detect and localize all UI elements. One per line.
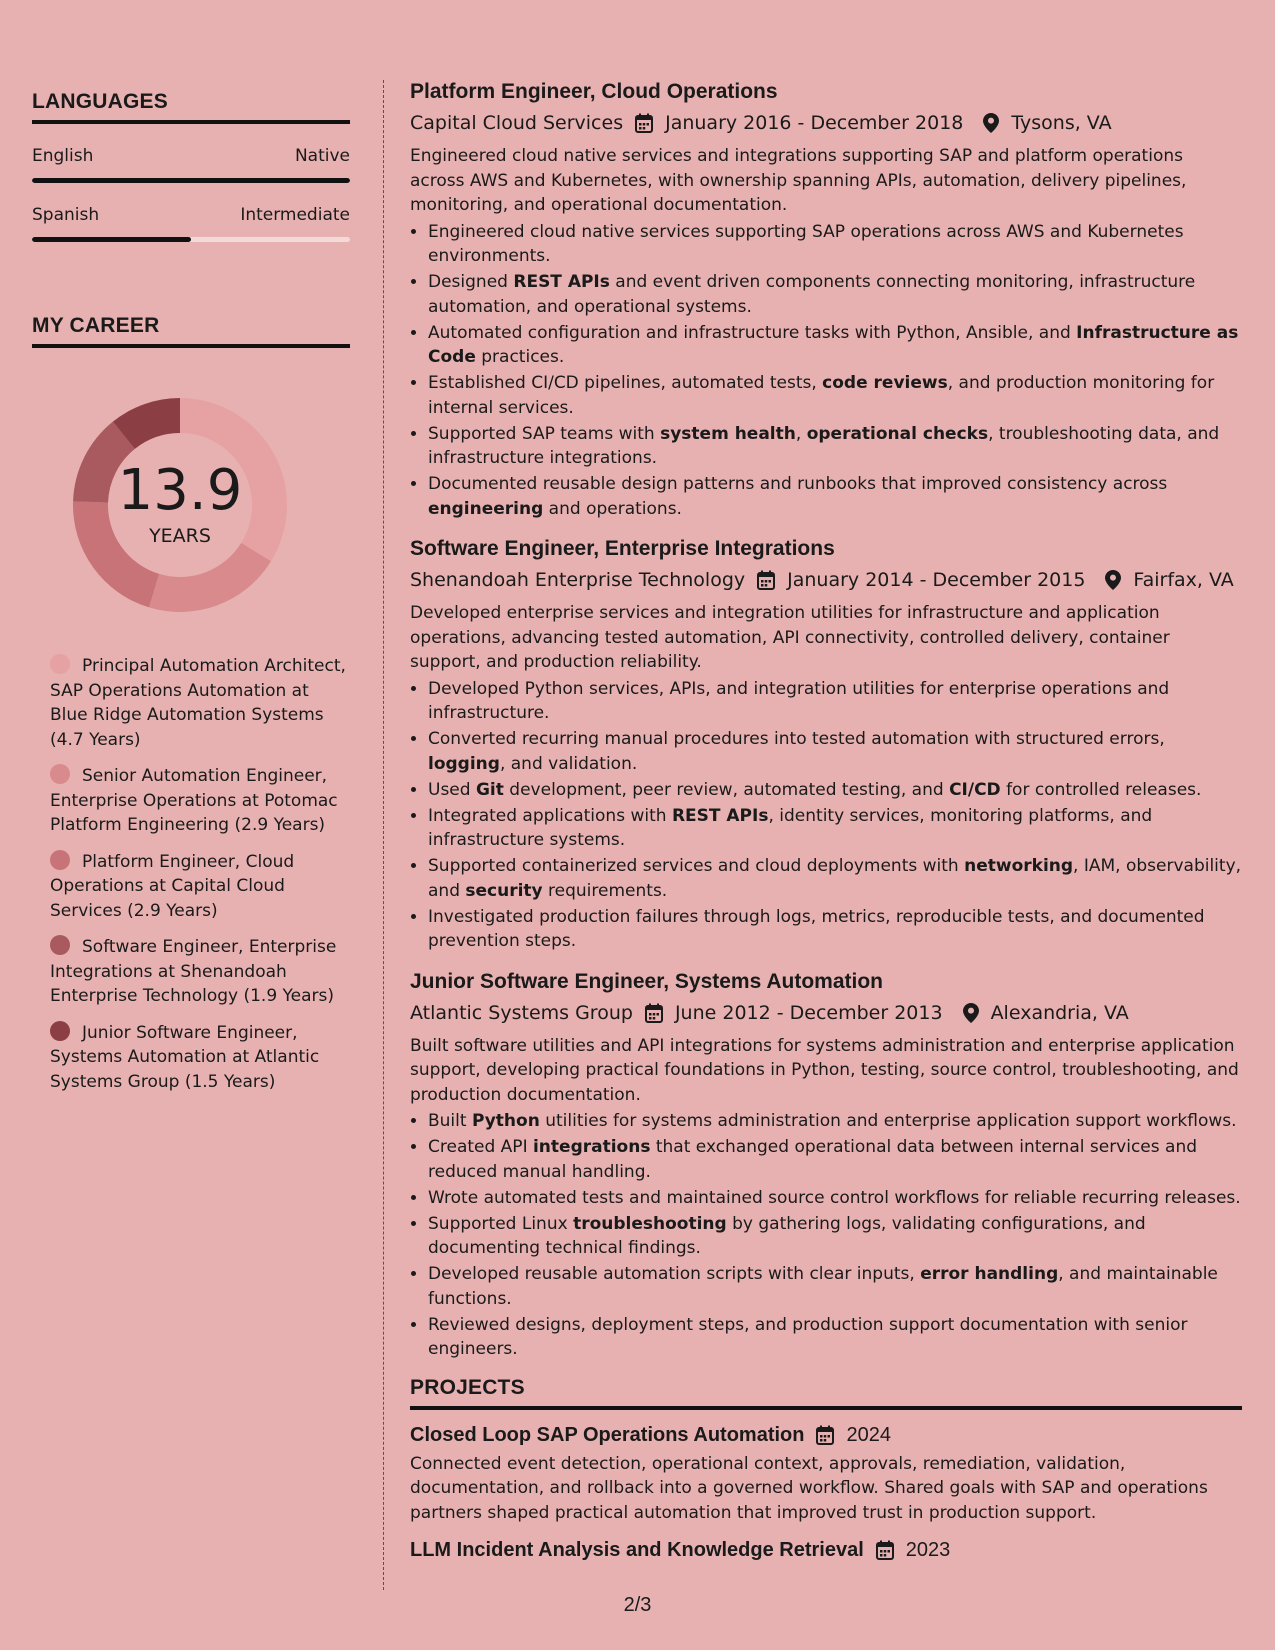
job-summary: Developed enterprise services and integration utilities for infrastructure and application operations, advancing tested automation, API connectivity, controlled delivery, container support, and production reliability.: [410, 603, 1170, 672]
job-entry: [410, 968, 1242, 1362]
job-meta: [410, 998, 1242, 1028]
bullet-keyword: operational checks: [806, 423, 989, 444]
bullet-keyword: networking: [964, 856, 1074, 876]
experience-list: [410, 78, 1242, 1362]
project-description: Connected event detection, operational context, approvals, remediation, validation, documentation, and rollback into a governed workflow. Shared goals with SAP and operations partners shaped practical automation that improved trust in production support.: [410, 1453, 1208, 1523]
job-bullets: [410, 220, 1242, 522]
job-entry: [410, 535, 1242, 954]
job-meta: [410, 565, 1242, 595]
job-location: Tysons, VA: [1011, 112, 1112, 134]
legend-item: [50, 764, 350, 838]
legend-dot-icon: [50, 850, 70, 870]
career-years-label: YEARS: [149, 525, 211, 547]
bullet-text: , identity services, monitoring platforms, and infrastructure systems.: [428, 805, 1153, 850]
job-company: Atlantic Systems Group: [410, 1001, 633, 1024]
project-year: 2023: [905, 1539, 951, 1561]
legend-label: Principal Automation Architect, SAP Operations Automation at Blue Ridge Automation Systems (4.7 Years): [50, 656, 346, 750]
bullet-keyword: REST APIs: [513, 272, 610, 292]
sidebar: [32, 90, 350, 1106]
bullet-text: Engineered cloud native services supporting SAP operations across AWS and Kubernetes environments.: [428, 221, 1184, 266]
job-dates: June 2012 - December 2013: [674, 1001, 943, 1024]
bullet-text: Designed: [428, 272, 514, 292]
bullet-text: , troubleshooting data, and infrastructure integrations.: [428, 423, 1220, 468]
language-proficiency-bar: [32, 178, 350, 183]
job-bullet: [428, 727, 1242, 776]
bullet-keyword: CI/CD: [949, 779, 1001, 800]
job-title: Software Engineer, Enterprise Integrations: [410, 537, 835, 560]
job-bullet: [428, 905, 1242, 954]
job-title: Junior Software Engineer, Systems Automation: [410, 969, 883, 993]
legend-label: Senior Automation Engineer, Enterprise Operations at Potomac Platform Engineering (2.9 Years): [50, 766, 338, 835]
map-pin-icon: [983, 113, 999, 133]
job-entry: [410, 78, 1242, 521]
language-item: [32, 205, 350, 242]
career-heading: MY CAREER: [32, 314, 350, 348]
career-total-years: 13.9: [117, 458, 243, 523]
job-bullet: [428, 1135, 1242, 1184]
bullet-keyword: integrations: [532, 1137, 651, 1157]
bullet-text: Supported containerized services and cloud deployments with: [428, 856, 965, 876]
calendar-icon: [757, 570, 775, 590]
projects-list: [410, 1420, 1242, 1566]
job-meta: [410, 108, 1242, 138]
bullet-text: by gathering logs, validating configurations, and documenting technical findings.: [428, 1213, 1146, 1258]
bullet-keyword: system health: [660, 423, 796, 444]
job-bullet: [428, 321, 1242, 370]
legend-dot-icon: [50, 654, 70, 674]
job-bullet: [428, 1313, 1242, 1362]
bullet-text: , IAM, observability, and: [428, 856, 1242, 901]
bullet-text: Converted recurring manual procedures into tested automation with structured errors,: [428, 729, 1165, 749]
bullet-text: and event driven components connecting monitoring, infrastructure automation, and operational systems.: [428, 272, 1196, 317]
bullet-keyword: REST APIs: [671, 805, 769, 826]
projects-heading: PROJECTS: [410, 1376, 1242, 1410]
bullet-keyword: Git: [475, 779, 504, 800]
bullet-text: Created API: [428, 1137, 533, 1157]
project-entry: [410, 1420, 1242, 1526]
job-dates: January 2016 - December 2018: [665, 112, 964, 134]
project-title: LLM Incident Analysis and Knowledge Retrieval: [410, 1539, 864, 1561]
job-summary: Built software utilities and API integrations for systems administration and enterprise application support, developing practical foundations in Python, testing, source control, troubleshooting, and production documentation.: [410, 1035, 1239, 1105]
bullet-keyword: Python: [471, 1111, 540, 1131]
job-bullet: [428, 1109, 1242, 1134]
bullet-text: that exchanged operational data between internal services and reduced manual handling.: [428, 1137, 1198, 1182]
calendar-icon: [635, 113, 653, 133]
legend-item: [50, 935, 350, 1009]
language-name: English: [32, 146, 94, 166]
legend-item: [50, 1021, 350, 1095]
bullet-text: Established CI/CD pipelines, automated tests,: [428, 373, 823, 393]
bullet-text: Built: [428, 1111, 472, 1131]
calendar-icon: [645, 1003, 663, 1023]
legend-label: Platform Engineer, Cloud Operations at Capital Cloud Services (2.9 Years): [50, 851, 295, 921]
career-donut-chart: [65, 390, 295, 620]
bullet-text: ,: [795, 423, 807, 444]
bullet-text: Investigated production failures through logs, metrics, reproducible tests, and documented prevention steps.: [428, 906, 1205, 951]
project-year: 2024: [846, 1423, 891, 1446]
job-summary: Engineered cloud native services and integrations supporting SAP and platform operations across AWS and Kubernetes, with ownership spanning APIs, automation, delivery pipelines, monitoring, and operational documentation.: [410, 146, 1187, 215]
map-pin-icon: [1105, 570, 1121, 590]
bullet-keyword: code reviews: [822, 373, 948, 393]
job-bullet: [428, 220, 1242, 269]
job-bullet: [428, 804, 1242, 853]
bullet-text: Supported Linux: [428, 1213, 574, 1234]
bullet-text: , and maintainable functions.: [428, 1264, 1218, 1309]
map-pin-icon: [963, 1003, 979, 1023]
bullet-keyword: error handling: [920, 1264, 1059, 1284]
bullet-text: Automated configuration and infrastructure tasks with Python, Ansible, and: [428, 322, 1077, 343]
bullet-text: Integrated applications with: [428, 805, 672, 826]
bullet-text: requirements.: [542, 880, 668, 901]
bullet-keyword: Infrastructure as Code: [428, 322, 1239, 367]
legend-label: Junior Software Engineer, Systems Automation at Atlantic Systems Group (1.5 Years): [50, 1022, 320, 1092]
bullet-keyword: logging: [428, 753, 500, 774]
bullet-text: Reviewed designs, deployment steps, and production support documentation with senior engineers.: [428, 1314, 1188, 1359]
bullet-text: Documented reusable design patterns and runbooks that improved consistency across: [428, 474, 1168, 494]
job-bullets: [410, 1109, 1242, 1362]
job-bullet: [428, 677, 1242, 726]
job-bullet: [428, 472, 1242, 521]
job-bullet: [428, 1212, 1242, 1261]
job-location: Fairfax, VA: [1133, 569, 1234, 591]
job-bullet: [428, 1186, 1242, 1211]
legend-item: [50, 850, 350, 924]
bullet-text: , and validation.: [499, 753, 638, 774]
column-divider: [383, 80, 384, 1590]
project-entry: [410, 1535, 1242, 1565]
bullet-text: and operations.: [543, 498, 682, 519]
legend-label: Software Engineer, Enterprise Integrations at Shenandoah Enterprise Technology (1.9 Years): [50, 937, 337, 1006]
bullet-text: , and production monitoring for internal services.: [428, 373, 1215, 418]
job-bullet: [428, 371, 1242, 420]
bullet-text: Developed Python services, APIs, and integration utilities for enterprise operations and infrastructure.: [428, 678, 1170, 723]
bullet-keyword: troubleshooting: [573, 1213, 727, 1234]
job-bullet: [428, 1262, 1242, 1311]
bullet-text: Developed reusable automation scripts with clear inputs,: [428, 1264, 921, 1284]
job-company: Capital Cloud Services: [410, 112, 624, 134]
project-title-row: [410, 1420, 1242, 1450]
job-bullet: [428, 422, 1242, 471]
job-location: Alexandria, VA: [990, 1001, 1129, 1024]
bullet-text: Supported SAP teams with: [428, 423, 661, 444]
legend-dot-icon: [50, 764, 70, 784]
bullet-text: practices.: [475, 347, 565, 367]
job-dates: January 2014 - December 2015: [787, 569, 1086, 591]
bullet-keyword: security: [465, 880, 543, 901]
main-content: [410, 78, 1242, 1565]
language-level: Native: [294, 146, 350, 166]
legend-item: [50, 654, 350, 752]
bullet-text: for controlled releases.: [1000, 779, 1202, 800]
bullet-text: Used: [428, 779, 476, 800]
calendar-icon: [876, 1540, 894, 1560]
bullet-text: development, peer review, automated testing, and: [503, 779, 950, 800]
calendar-icon: [816, 1425, 834, 1445]
language-item: [32, 146, 350, 183]
bullet-text: Wrote automated tests and maintained source control workflows for reliable recurring releases.: [428, 1187, 1241, 1208]
page-number: 2/3: [623, 1594, 652, 1616]
job-bullets: [410, 677, 1242, 954]
languages-heading: LANGUAGES: [32, 90, 350, 124]
legend-dot-icon: [50, 935, 70, 955]
bullet-keyword: engineering: [428, 498, 544, 519]
language-level: Intermediate: [240, 205, 350, 225]
language-proficiency-bar: [32, 237, 350, 242]
career-legend: [32, 654, 350, 1094]
language-name: Spanish: [32, 205, 100, 225]
job-bullet: [428, 270, 1242, 319]
legend-dot-icon: [50, 1021, 70, 1041]
job-company: Shenandoah Enterprise Technology: [410, 569, 746, 591]
bullet-text: utilities for systems administration and enterprise application support workflows.: [539, 1111, 1237, 1131]
project-title: Closed Loop SAP Operations Automation: [410, 1423, 805, 1446]
project-title-row: [410, 1535, 1242, 1565]
job-bullet: [428, 854, 1242, 903]
job-title: Platform Engineer, Cloud Operations: [410, 80, 778, 103]
job-bullet: [428, 778, 1242, 803]
